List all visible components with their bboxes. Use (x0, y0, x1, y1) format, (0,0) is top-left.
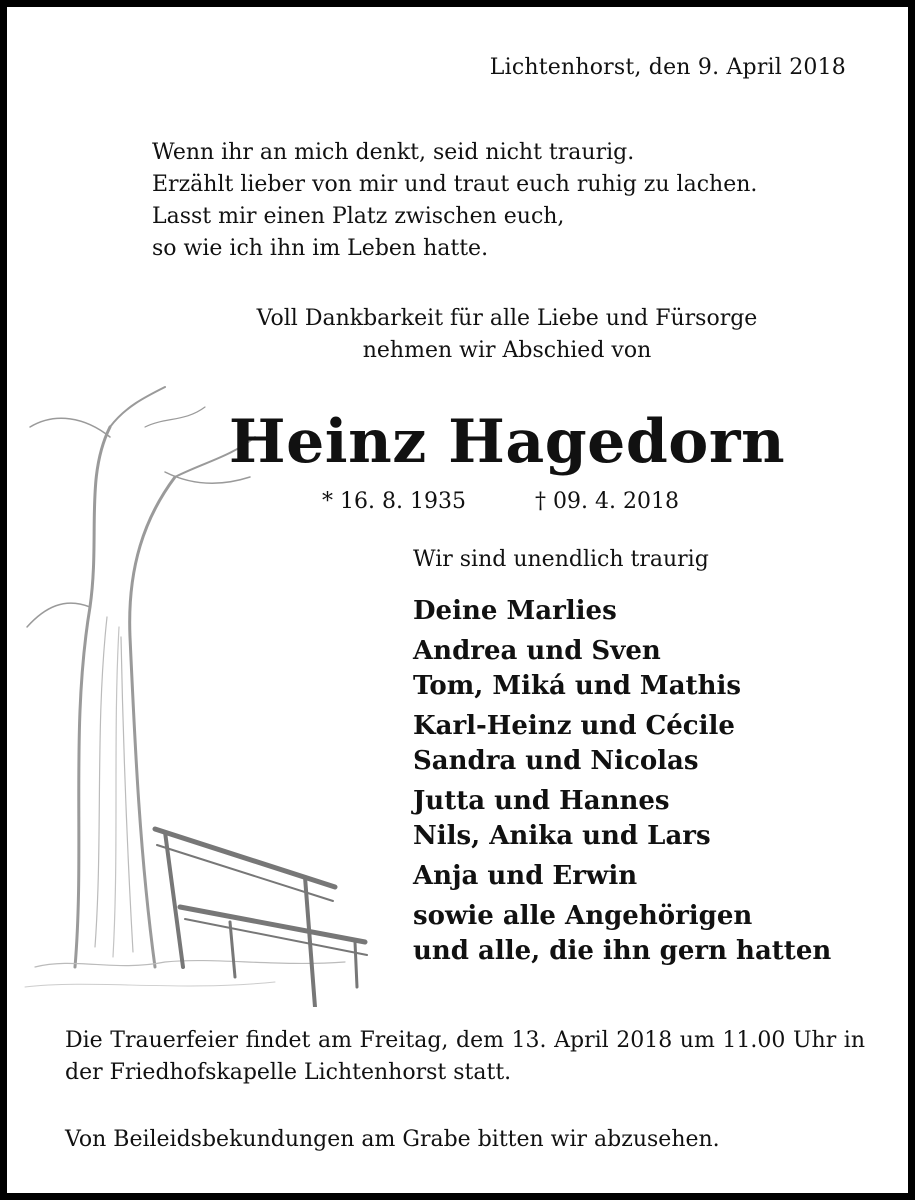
mourner-line: und alle, die ihn gern hatten (413, 936, 832, 966)
mourner-line: Andrea und Sven (413, 636, 661, 666)
mourners-intro: Wir sind unendlich traurig (413, 547, 709, 572)
farewell-intro (7, 303, 915, 367)
deceased-name: Heinz Hagedorn (228, 407, 786, 477)
place-date: Lichtenhorst, den 9. April 2018 (489, 55, 846, 80)
mourners-list (413, 594, 831, 974)
funeral-details: Die Trauerfeier findet am Freitag, dem 13. April 2018 um 11.00 Uhr in der Friedhofskapelle Lichtenhorst statt. (65, 1028, 865, 1085)
mourner-line: Karl-Heinz und Cécile (413, 711, 735, 741)
mourner-group (413, 899, 831, 969)
mourner-line: Deine Marlies (413, 596, 617, 626)
intro-line: Voll Dankbarkeit für alle Liebe und Fürsorge (256, 306, 758, 331)
mourner-line: Tom, Miká und Mathis (413, 671, 741, 701)
mourner-group (413, 634, 831, 704)
poem-line: Wenn ihr an mich denkt, seid nicht traurig. (152, 140, 635, 165)
mourner-line: Jutta und Hannes (413, 786, 670, 816)
mourner-line: Anja und Erwin (413, 861, 638, 891)
poem-line: Erzählt lieber von mir und traut euch ruhig zu lachen. (152, 172, 758, 197)
mourner-line: sowie alle Angehörigen (413, 901, 753, 931)
mourner-group (413, 594, 831, 629)
intro-line: nehmen wir Abschied von (362, 338, 652, 363)
poem-line: Lasst mir einen Platz zwischen euch, (152, 204, 565, 229)
death-date: † 09. 4. 2018 (535, 489, 679, 514)
birth-date: * 16. 8. 1935 (322, 489, 466, 514)
mourner-group (413, 709, 831, 779)
poem-line: so wie ich ihn im Leben hatte. (152, 236, 489, 261)
mourner-line: Nils, Anika und Lars (413, 821, 711, 851)
poem (152, 137, 757, 265)
mourner-group (413, 859, 831, 894)
condolence-note: Von Beileidsbekundungen am Grabe bitten wir abzusehen. (65, 1127, 720, 1152)
mourner-line: Sandra und Nicolas (413, 746, 699, 776)
mourner-group (413, 784, 831, 854)
